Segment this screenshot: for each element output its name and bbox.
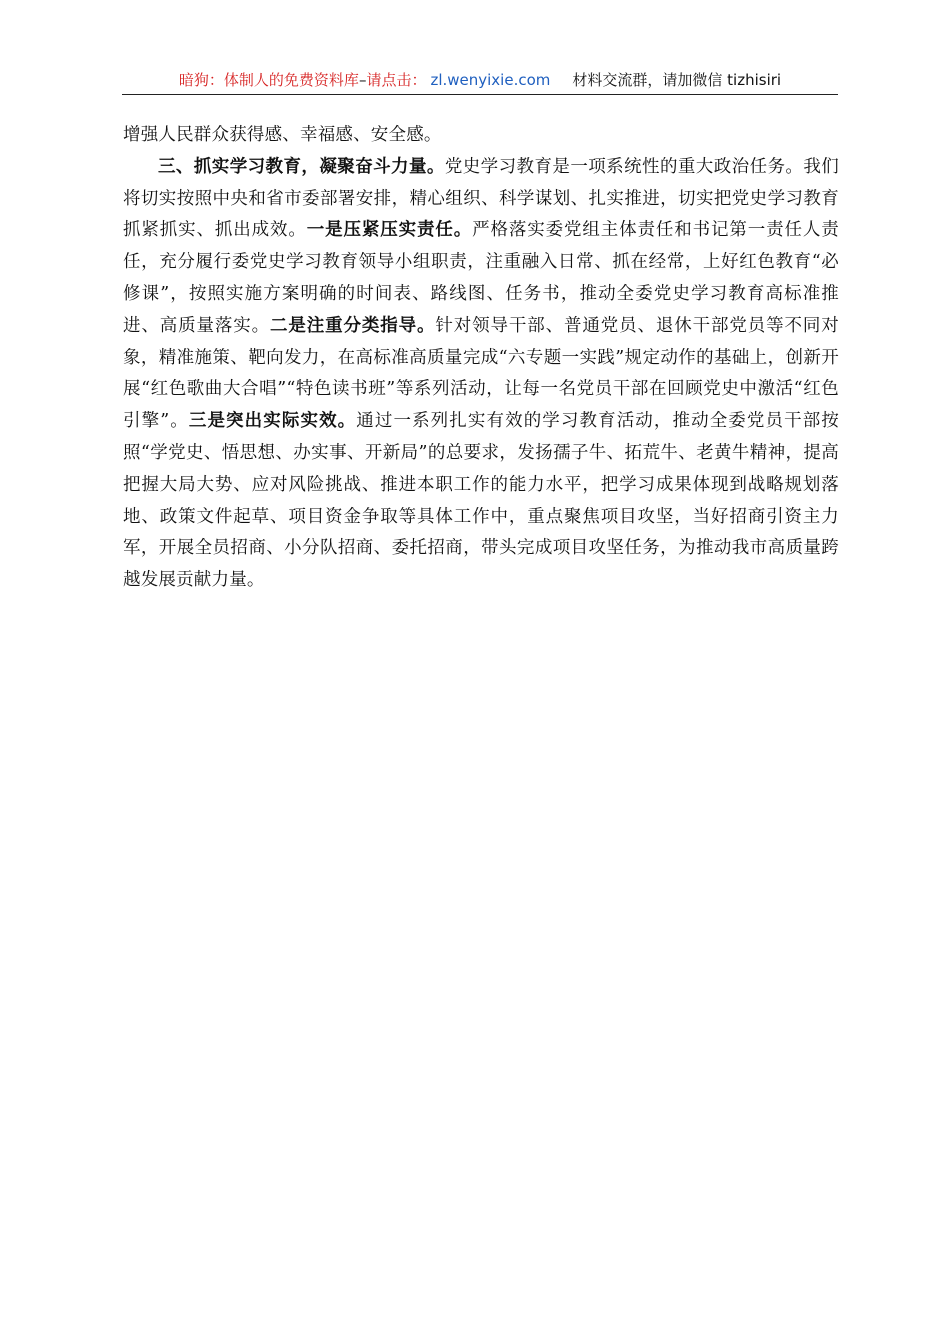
point-one-title: 一是压紧压实责任。 <box>306 220 473 241</box>
point-three-text: 通过一系列扎实有效的学习教育活动，推动全委党员干部按照“学党史、悟思想、办实事、开新局”的总要求，发扬孺子牛、拓荒牛、老黄牛精神，提高把握大局大势、应对风险挑战、推进本职工作的能力水平，把学习成果体现到战略规划落地、政策文件起草、项目资金争取等具体工作中，重点聚焦项目攻坚，当好招商引资主力军，开展全员招商、小分队招商、委托招商，带头完成项目攻坚任务，为推动我市高质量跨越发展贡献力量。 <box>123 411 840 591</box>
page-header <box>122 68 838 95</box>
header-wechat-note: 材料交流群，请加微信 tizhisiri <box>572 71 782 89</box>
point-one-text: 严格落实委党组主体责任和书记第一责任人责任，充分履行委党史学习教育领导小组职责，注重融入日常、抓在经常，上好红色教育“必修课”，按照实施方案明确的时间表、路线图、任务书，推动全委党史学习教育高标准推进、高质量落实。 <box>123 220 839 336</box>
paragraph-section-three <box>123 152 839 597</box>
point-three-title: 三是突出实际实效。 <box>188 411 357 432</box>
paragraph-continuation: 增强人民群众获得感、幸福感、安全感。 <box>123 125 442 145</box>
section-intro-text: 党史学习教育是一项系统性的重大政治任务。我们将切实按照中央和省市委部署安排，精心组织、科学谋划、扎实推进，切实把党史学习教育抓紧抓实、抓出成效。 <box>123 156 839 241</box>
header-brand: 暗狗：体制人的免费资料库 <box>178 71 359 89</box>
header-prompt: 请点击： <box>366 71 427 89</box>
header-link[interactable]: zl.wenyixie.com <box>430 71 551 89</box>
section-heading: 三、抓实学习教育，凝聚奋斗力量。 <box>158 156 445 177</box>
point-two-text: 针对领导干部、普通党员、退休干部党员等不同对象，精准施策、靶向发力，在高标准高质量完成“六专题一实践”规定动作的基础上，创新开展“红色歌曲大合唱”“特色读书班”等系列活动，让每一名党员干部在回顾党史中激活“红色引擎”。 <box>123 315 839 432</box>
point-two-title: 二是注重分类指导。 <box>270 315 436 336</box>
header-separator: – <box>358 71 367 89</box>
document-body <box>123 120 839 597</box>
